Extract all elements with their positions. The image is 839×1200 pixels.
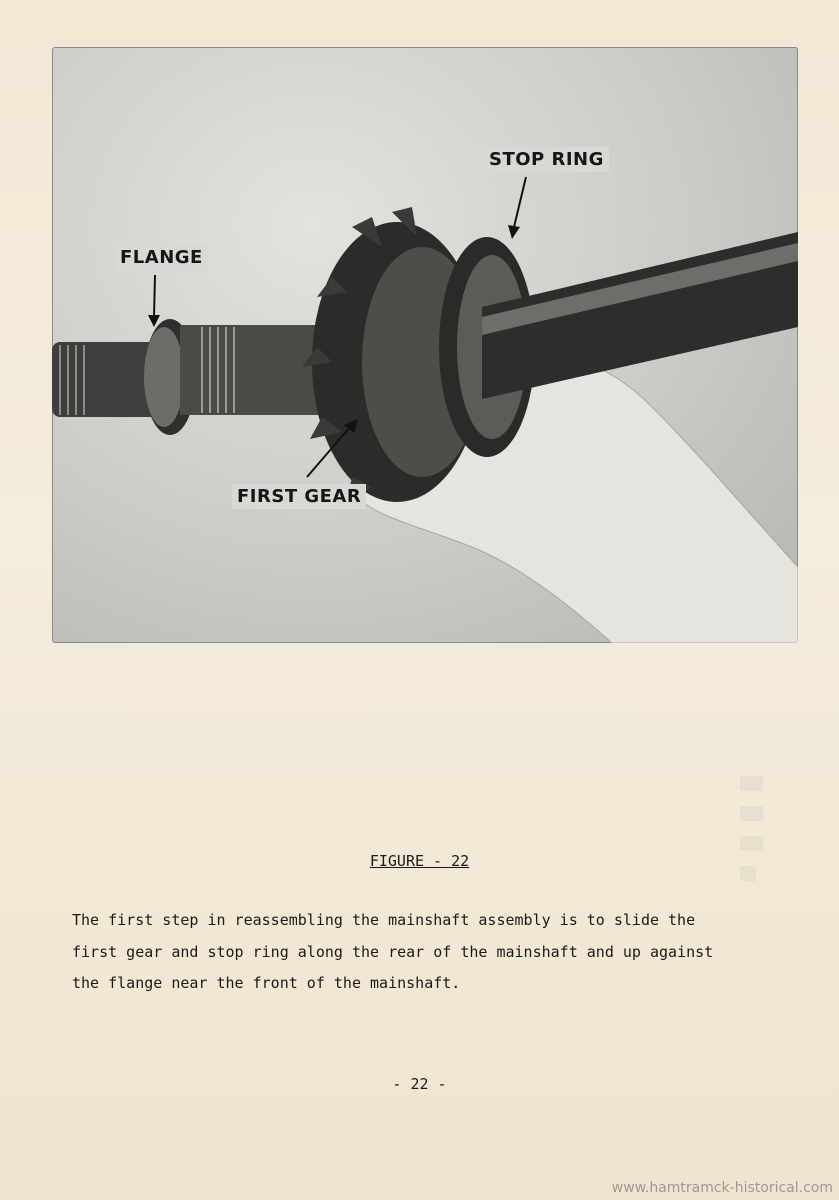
mainshaft-photo <box>52 47 798 643</box>
flange-label: FLANGE <box>115 245 208 270</box>
first-gear-label: FIRST GEAR <box>232 484 366 509</box>
figure-title <box>0 852 839 870</box>
watermark: www.hamtramck-historical.com <box>611 1180 833 1196</box>
page-number: - 22 - <box>392 1075 447 1093</box>
figure-caption <box>72 905 772 1000</box>
mainshaft-illustration <box>52 47 798 643</box>
bleed-through-text: ▒▒▒ ▒▒▒ ▒▒▒ ▒▒ <box>740 777 764 882</box>
stop-ring-label: STOP RING <box>484 147 609 172</box>
caption-line: first gear and stop ring along the rear of the mainshaft and up against <box>72 942 714 961</box>
caption-line: The first step in reassembling the mainshaft assembly is to slide the <box>72 911 696 929</box>
caption-line: the flange near the front of the mainshaft. <box>72 974 461 992</box>
figure-title-text: FIGURE - 22 <box>369 852 470 870</box>
